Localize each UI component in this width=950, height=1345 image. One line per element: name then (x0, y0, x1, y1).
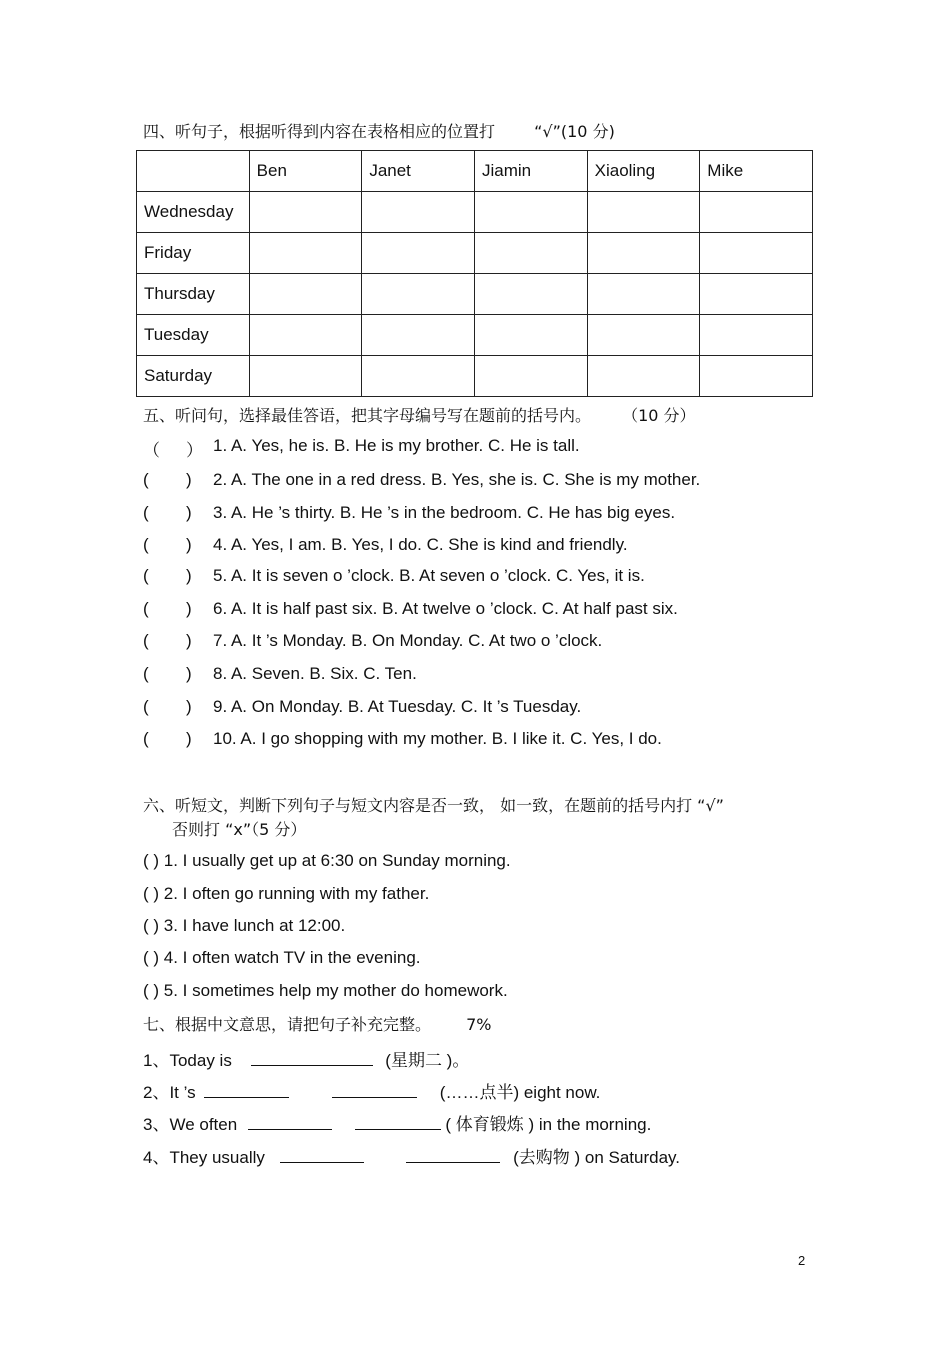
answer-bracket-close: ) (186, 566, 192, 585)
answer-bracket-close: ) (186, 599, 192, 618)
table-cell[interactable] (249, 356, 362, 397)
answer-blank[interactable] (251, 1049, 373, 1066)
answer-blank[interactable] (406, 1146, 500, 1163)
judgement-item: ( ) 3. I have lunch at 12:00. (143, 916, 346, 935)
answer-blank[interactable] (248, 1113, 332, 1130)
table-cell[interactable] (587, 192, 700, 233)
answer-bracket-open: ( (143, 503, 149, 522)
sentence-hint: (星期二 )。 (385, 1051, 470, 1070)
table-cell[interactable] (249, 192, 362, 233)
fill-sentence-1 (143, 1046, 469, 1071)
section7-title (143, 1012, 492, 1035)
question-text: 6. A. It is half past six. B. At twelve o ’clock. C. At half past six. (213, 599, 678, 618)
answer-bracket-close: ) (186, 535, 192, 554)
judgement-item: ( ) 2. I often go running with my father. (143, 884, 430, 903)
answer-blank[interactable] (204, 1081, 289, 1098)
question-text: 7. A. It ’s Monday. B. On Monday. C. At two o ’clock. (213, 631, 603, 650)
fill-sentence-2 (143, 1078, 600, 1103)
table-corner-cell (137, 151, 250, 192)
table-row-header: Friday (137, 233, 250, 274)
question-text: 1. A. Yes, he is. B. He is my brother. C. He is tall. (213, 436, 580, 455)
table-cell[interactable] (474, 356, 587, 397)
table-cell[interactable] (700, 192, 813, 233)
table-row (137, 274, 813, 315)
table-col-header: Janet (362, 151, 475, 192)
answer-bracket-open: ( (143, 599, 149, 618)
table-cell[interactable] (587, 274, 700, 315)
table-row-header: Tuesday (137, 315, 250, 356)
question-text: 9. A. On Monday. B. At Tuesday. C. It ’s Tuesday. (213, 697, 582, 716)
answer-blank[interactable] (355, 1113, 441, 1130)
table-row-header: Wednesday (137, 192, 250, 233)
table-row (137, 356, 813, 397)
table-cell[interactable] (700, 356, 813, 397)
sentence-hint: ( 体育锻炼 ) in the morning. (445, 1115, 652, 1134)
judgement-item: ( ) 5. I sometimes help my mother do homework. (143, 981, 508, 1000)
table-header-row (137, 151, 813, 192)
section7-score: 7% (466, 1015, 492, 1034)
answer-bracket-open: ( (143, 566, 149, 585)
table-cell[interactable] (700, 315, 813, 356)
table-row (137, 315, 813, 356)
listening-table (136, 150, 813, 397)
answer-bracket-open: ( (143, 697, 149, 716)
section5-title-text: 五、听问句，选择最佳答语，把其字母编号写在题前的括号内。 (143, 406, 592, 425)
fill-sentence-4 (143, 1143, 680, 1168)
question-text: 3. A. He ’s thirty. B. He ’s in the bedroom. C. He has big eyes. (213, 503, 676, 522)
answer-bracket-open: （ (143, 441, 160, 460)
table-cell[interactable] (587, 315, 700, 356)
answer-bracket-open: ( (143, 729, 149, 748)
answer-bracket-open: ( (143, 631, 149, 650)
table-col-header: Ben (249, 151, 362, 192)
table-cell[interactable] (700, 233, 813, 274)
answer-bracket-close: ) (186, 729, 192, 748)
table-row-header: Thursday (137, 274, 250, 315)
table-cell[interactable] (587, 356, 700, 397)
table-cell[interactable] (700, 274, 813, 315)
section4-mark: “√”(10 分) (534, 122, 615, 141)
table-cell[interactable] (474, 233, 587, 274)
answer-bracket-open: ( (143, 664, 149, 683)
table-cell[interactable] (362, 315, 475, 356)
answer-bracket-open: ( (143, 470, 149, 489)
question-text: 5. A. It is seven o ’clock. B. At seven o ’clock. C. Yes, it is. (213, 566, 645, 585)
table-cell[interactable] (362, 274, 475, 315)
table-cell[interactable] (249, 274, 362, 315)
sentence-text: 1、Today is (143, 1051, 232, 1070)
answer-blank[interactable] (280, 1146, 364, 1163)
question-text: 4. A. Yes, I am. B. Yes, I do. C. She is kind and friendly. (213, 535, 628, 554)
fill-sentence-3 (143, 1110, 651, 1135)
section6-title: 六、听短文，判断下列句子与短文内容是否一致， 如一致，在题前的括号内打 “√” (143, 796, 724, 815)
page-number: 2 (798, 1253, 806, 1268)
section4-title-text: 四、听句子，根据听得到内容在表格相应的位置打 (143, 122, 496, 141)
table-cell[interactable] (362, 356, 475, 397)
question-text: 8. A. Seven. B. Six. C. Ten. (213, 664, 417, 683)
sentence-hint: (去购物 ) on Saturday. (513, 1148, 680, 1167)
answer-bracket-close: ） (186, 441, 203, 460)
table-row (137, 192, 813, 233)
table-col-header: Xiaoling (587, 151, 700, 192)
answer-bracket-close: ) (186, 503, 192, 522)
sentence-text: 4、They usually (143, 1148, 265, 1167)
section5-title (143, 403, 696, 426)
answer-bracket-close: ) (186, 470, 192, 489)
table-row (137, 233, 813, 274)
table-row-header: Saturday (137, 356, 250, 397)
table-col-header: Jiamin (474, 151, 587, 192)
table-cell[interactable] (249, 315, 362, 356)
section4-title (143, 119, 615, 142)
table-cell[interactable] (474, 315, 587, 356)
table-cell[interactable] (249, 233, 362, 274)
table-cell[interactable] (474, 192, 587, 233)
sentence-text: 3、We often (143, 1115, 238, 1134)
section6-title-cont: 否则打 “x”（5 分） (172, 820, 307, 839)
question-text: 2. A. The one in a red dress. B. Yes, she is. C. She is my mother. (213, 470, 701, 489)
table-cell[interactable] (587, 233, 700, 274)
sentence-text: 2、It ’s (143, 1083, 196, 1102)
table-cell[interactable] (362, 192, 475, 233)
judgement-item: ( ) 4. I often watch TV in the evening. (143, 948, 421, 967)
table-cell[interactable] (474, 274, 587, 315)
section5-score: （10 分） (622, 406, 696, 425)
answer-blank[interactable] (332, 1081, 417, 1098)
answer-bracket-close: ) (186, 631, 192, 650)
sentence-hint: (……点半) eight now. (439, 1083, 601, 1102)
table-col-header: Mike (700, 151, 813, 192)
question-text: 10. A. I go shopping with my mother. B. I like it. C. Yes, I do. (213, 729, 662, 748)
answer-bracket-close: ) (186, 697, 192, 716)
answer-bracket-close: ) (186, 664, 192, 683)
table-cell[interactable] (362, 233, 475, 274)
section7-title-text: 七、根据中文意思，请把句子补充完整。 (143, 1015, 432, 1034)
answer-bracket-open: ( (143, 535, 149, 554)
judgement-item: ( ) 1. I usually get up at 6:30 on Sunday morning. (143, 851, 511, 870)
